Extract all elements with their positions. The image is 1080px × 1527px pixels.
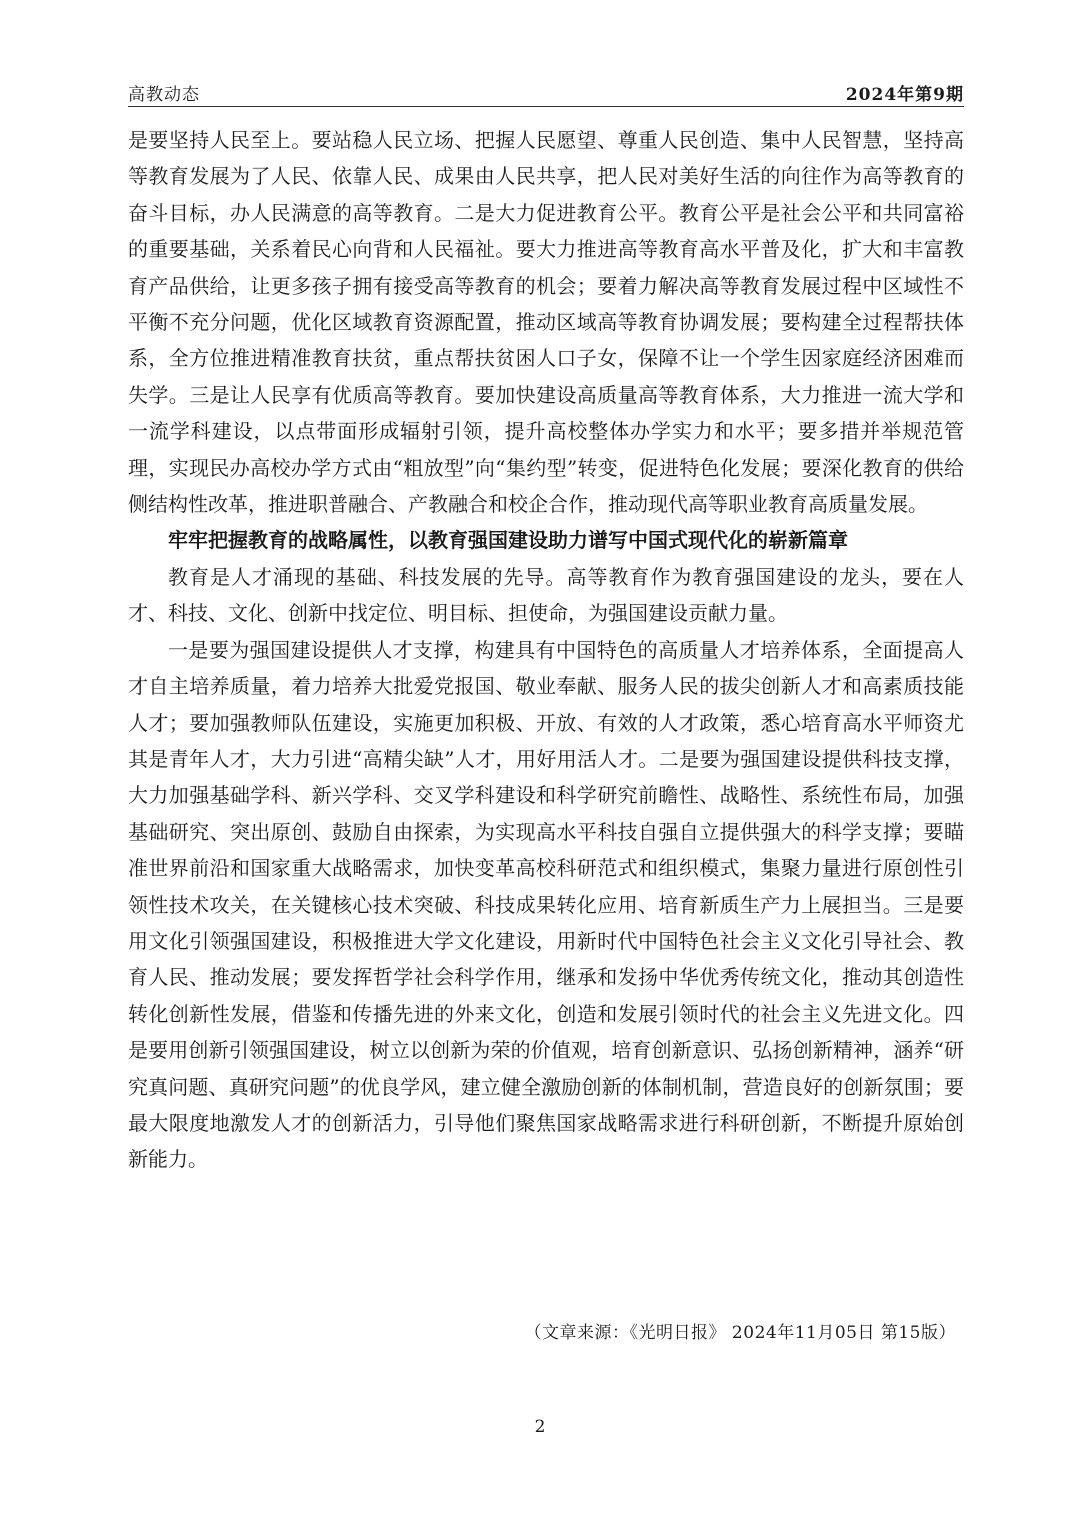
page-number: 2	[534, 1417, 546, 1437]
paragraph-intro: 教育是人才涌现的基础、科技发展的先导。高等教育作为教育强国建设的龙头，要在人才、科技、文化、创新中找定位、明目标、担使命，为强国建设贡献力量。	[128, 564, 964, 626]
article-body	[128, 122, 964, 1178]
publication-title: 高教动态	[128, 85, 200, 105]
section-heading: 牢牢把握教育的战略属性，以教育强国建设助力谱写中国式现代化的崭新篇章	[168, 528, 848, 553]
paragraph-main: 一是要为强国建设提供人才支撑，构建具有中国特色的高质量人才培养体系，全面提高人才自主培养质量，着力培养大批爱党报国、敬业奉献、服务人民的拔尖创新人才和高素质技能人才；要加强教师队伍建设，实施更加积极、开放、有效的人才政策，悉心培育高水平师资尤其是青年人才，大力引进“高精尖缺”人才，用好用活人才。二是要为强国建设提供科技支撑，大力加强基础学科、新兴学科、交叉学科建设和科学研究前瞻性、战略性、系统性布局，加强基础研究、突出原创、鼓励自由探索，为实现高水平科技自强自立提供强大的科学支撑；要瞄准世界前沿和国家重大战略需求，加快变革高校科研范式和组织模式，集聚力量进行原创性引领性技术攻关，在关键核心技术突破、科技成果转化应用、培育新质生产力上展担当。三是要用文化引领强国建设，积极推进大学文化建设，用新时代中国特色社会主义文化引导社会、教育人民、推动发展；要发挥哲学社会科学作用，继承和发扬中华优秀传统文化，推动其创造性转化创新性发展，借鉴和传播先进的外来文化，创造和发展引领时代的社会主义先进文化。四是要用创新引领强国建设，树立以创新为荣的价值观，培育创新意识、弘扬创新精神，涵养“研究真问题、真研究问题”的优良学风，建立健全激励创新的体制机制，营造良好的创新氛围；要最大限度地激发人才的创新活力，引导他们聚焦国家战略需求进行科研创新，不断提升原始创新能力。	[128, 637, 964, 1172]
paragraph-continuation: 是要坚持人民至上。要站稳人民立场、把握人民愿望、尊重人民创造、集中人民智慧，坚持高等教育发展为了人民、依靠人民、成果由人民共享，把人民对美好生活的向往作为高等教育的奋斗目标，办人民满意的高等教育。二是大力促进教育公平。教育公平是社会公平和共同富裕的重要基础，关系着民心向背和人民福祉。要大力推进高等教育高水平普及化，扩大和丰富教育产品供给，让更多孩子拥有接受高等教育的机会；要着力解决高等教育发展过程中区域性不平衡不充分问题，优化区域教育资源配置，推动区域高等教育协调发展；要构建全过程帮扶体系，全方位推进精准教育扶贫，重点帮扶贫困人口子女，保障不让一个学生因家庭经济困难而失学。三是让人民享有优质高等教育。要加快建设高质量高等教育体系，大力推进一流大学和一流学科建设，以点带面形成辐射引领，提升高校整体办学实力和水平；要多措并举规范管理，实现民办高校办学方式由“粗放型”向“集约型”转变，促进特色化发展；要深化教育的供给侧结构性改革，推进职普融合、产教融合和校企合作，推动现代高等职业教育高质量发展。	[128, 128, 964, 517]
header-divider	[128, 106, 964, 107]
issue-number: 2024年第9期	[845, 85, 964, 105]
page-header	[128, 78, 964, 106]
article-source: （文章来源：《光明日报》 2024年11月05日 第15版）	[524, 1323, 956, 1343]
